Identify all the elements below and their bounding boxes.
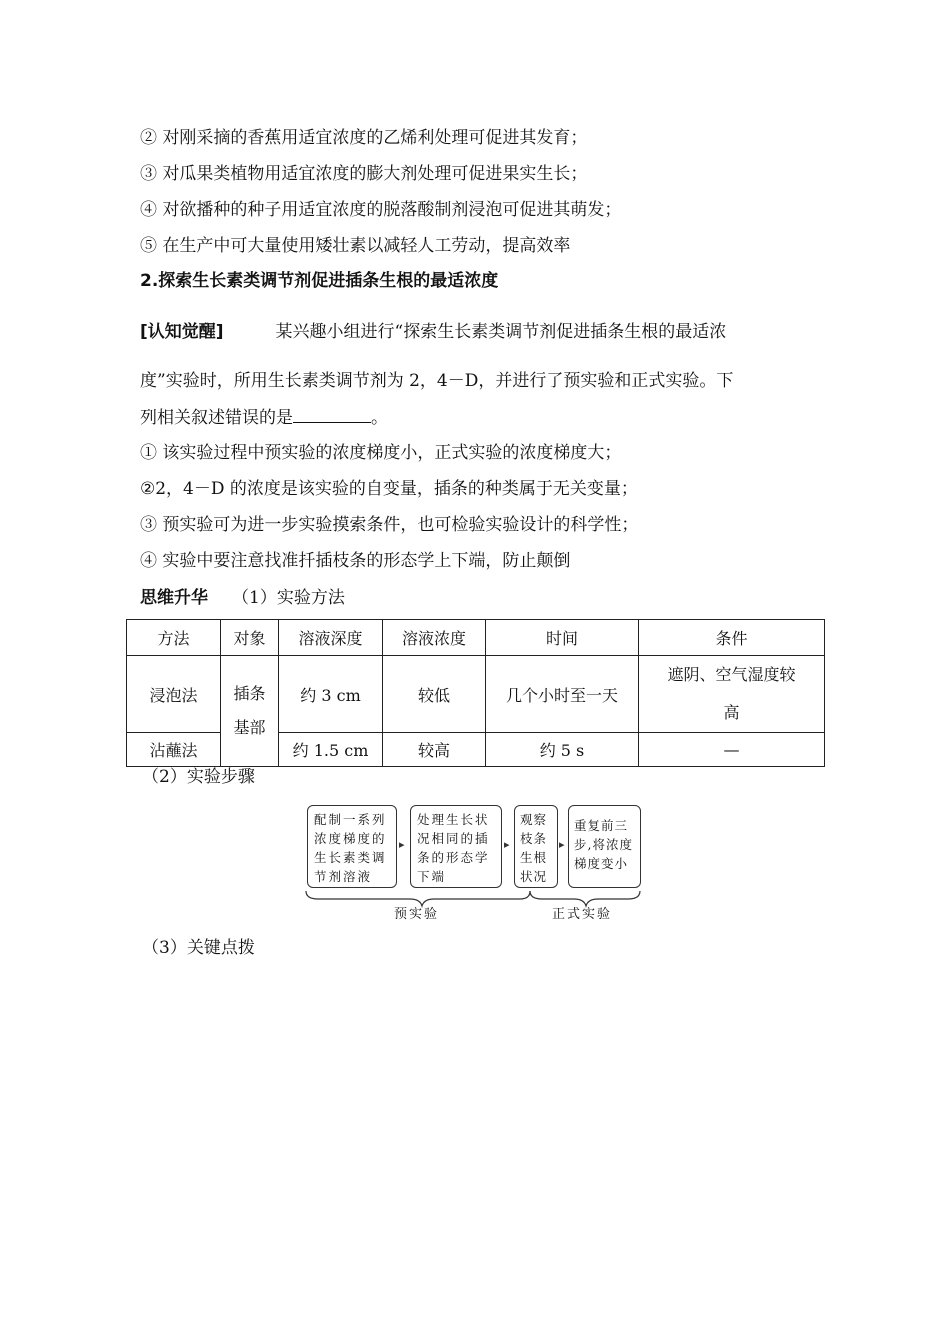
table-cell: 沾蘸法	[127, 733, 221, 767]
flow-text: 步,将浓度	[574, 837, 633, 852]
flow-step-2	[410, 805, 502, 888]
label-formal-experiment: 正式实验	[552, 907, 613, 922]
question-option: ②2，4－D 的浓度是该实验的自变量，插条的种类属于无关变量；	[140, 479, 638, 499]
methods-table	[126, 619, 825, 767]
table-cell: —	[639, 733, 825, 767]
intro-item: ③ 对瓜果类植物用适宜浓度的膨大剂处理可促进果实生长；	[140, 164, 588, 184]
arrow-icon: ▸	[504, 838, 510, 851]
flow-text: 条的形态学	[417, 850, 490, 865]
label-pre-experiment: 预实验	[394, 907, 440, 922]
question-option: ① 该实验过程中预实验的浓度梯度小，正式实验的浓度梯度大；	[140, 443, 622, 463]
flow-text: 况相同的插	[417, 831, 490, 846]
table-header-row	[127, 620, 825, 656]
flow-step-4	[568, 805, 641, 888]
flow-text: 生根	[520, 850, 548, 865]
brace-lines	[0, 888, 950, 928]
question-line-1	[140, 320, 726, 344]
table-cell-condition	[639, 656, 825, 733]
table-cell: 约 3 cm	[279, 656, 383, 733]
flow-text: 处理生长状	[417, 812, 490, 827]
thinking-sub1: （1）实验方法	[232, 588, 345, 608]
thinking-sub2: （2）实验步骤	[142, 767, 255, 787]
header-cell: 时间	[486, 620, 639, 656]
flow-text: 节剂溶液	[314, 869, 373, 884]
flow-text: 配制一系列	[314, 812, 387, 827]
table-cell: 较低	[383, 656, 486, 733]
arrow-icon: ▸	[399, 838, 405, 851]
table-cell: 约 1.5 cm	[279, 733, 383, 767]
table-row	[127, 656, 825, 733]
table-cell-object: 插条基部	[221, 656, 279, 767]
question-tag: [认知觉醒]	[140, 322, 224, 342]
flow-step-3	[514, 805, 558, 888]
section-heading: 2.探索生长素类调节剂促进插条生根的最适浓度	[140, 271, 499, 291]
flow-step-1	[307, 805, 397, 888]
flow-text: 生长素类调	[314, 850, 387, 865]
condition-line: 遮阴、空气湿度较	[667, 665, 796, 684]
intro-item: ② 对刚采摘的香蕉用适宜浓度的乙烯利处理可促进其发育；	[140, 128, 588, 148]
header-cell: 条件	[639, 620, 825, 656]
question-option: ③ 预实验可为进一步实验摸索条件，也可检验实验设计的科学性；	[140, 515, 639, 535]
header-cell: 溶液浓度	[383, 620, 486, 656]
question-prefix: 列相关叙述错误的是	[140, 408, 293, 428]
table-cell: 几个小时至一天	[486, 656, 639, 733]
question-option: ④ 实验中要注意找准扦插枝条的形态学上下端，防止颠倒	[140, 551, 571, 571]
header-cell: 溶液深度	[279, 620, 383, 656]
header-cell: 方法	[127, 620, 221, 656]
flow-text: 梯度变小	[574, 856, 629, 871]
table-cell: 较高	[383, 733, 486, 767]
intro-item: ④ 对欲播种的种子用适宜浓度的脱落酸制剂浸泡可促进其萌发；	[140, 200, 622, 220]
arrow-icon: ▸	[559, 838, 565, 851]
flow-text: 浓度梯度的	[314, 831, 387, 846]
flow-text: 重复前三	[574, 818, 629, 833]
condition-line: 高	[723, 703, 740, 722]
flow-text: 观察	[520, 812, 548, 827]
flow-text: 状况	[520, 869, 548, 884]
header-cell: 对象	[221, 620, 279, 656]
flow-text: 枝条	[520, 831, 548, 846]
table-cell: 浸泡法	[127, 656, 221, 733]
flow-text: 下端	[417, 869, 447, 884]
thinking-heading	[140, 586, 345, 610]
thinking-sub3: （3）关键点拨	[142, 938, 255, 958]
answer-blank	[293, 406, 371, 423]
intro-item: ⑤ 在生产中可大量使用矮壮素以减轻人工劳动，提高效率	[140, 236, 571, 256]
question-text: 某兴趣小组进行“探索生长素类调节剂促进插条生根的最适浓	[275, 322, 727, 342]
table-cell: 约 5 s	[486, 733, 639, 767]
question-line-3	[140, 406, 388, 430]
thinking-label: 思维升华	[140, 588, 208, 608]
question-line-2: 度”实验时，所用生长素类调节剂为 2，4－D，并进行了预实验和正式实验。下	[140, 371, 734, 391]
question-suffix: 。	[371, 408, 388, 428]
